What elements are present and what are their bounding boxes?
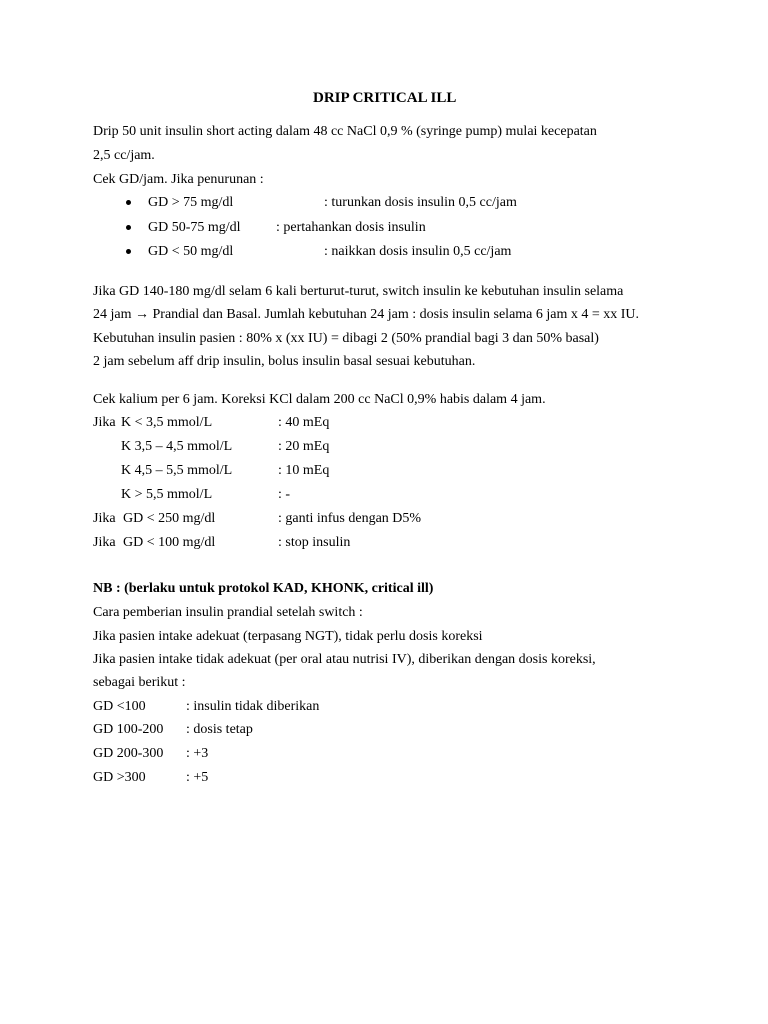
page-title: DRIP CRITICAL ILL bbox=[313, 90, 457, 106]
kalium-header: Cek kalium per 6 jam. Koreksi KCl dalam 200 cc NaCl 0,9% habis dalam 4 jam. bbox=[93, 392, 546, 407]
kalium-row-condition: K 4,5 – 5,5 mmol/L bbox=[121, 463, 233, 478]
nb-line-4: sebagai berikut : bbox=[93, 675, 186, 690]
switch-line-4: 2 jam sebelum aff drip insulin, bolus insulin basal sesuai kebutuhan. bbox=[93, 354, 476, 369]
correction-value: : dosis tetap bbox=[186, 722, 253, 737]
bullet-icon bbox=[126, 225, 131, 230]
switch-line-2: 24 jam → Prandial dan Basal. Jumlah kebutuhan 24 jam : dosis insulin selama 6 jam x 4 = xx IU. bbox=[93, 307, 640, 322]
correction-value: : +5 bbox=[186, 770, 209, 785]
kalium-row-prefix: Jika bbox=[93, 415, 116, 430]
kalium-row-condition: GD < 100 mg/dl bbox=[123, 535, 216, 550]
bullet-icon bbox=[126, 249, 131, 254]
bullet-condition: GD > 75 mg/dl bbox=[148, 195, 234, 210]
bullet-action: : pertahankan dosis insulin bbox=[276, 220, 426, 235]
nb-line-3: Jika pasien intake tidak adekuat (per oral atau nutrisi IV), diberikan dengan dosis koreksi, bbox=[93, 652, 596, 667]
intro-line-2: 2,5 cc/jam. bbox=[93, 148, 155, 163]
bullet-action: : naikkan dosis insulin 0,5 cc/jam bbox=[324, 244, 512, 259]
correction-gd: GD 100-200 bbox=[93, 722, 164, 737]
nb-header: NB : (berlaku untuk protokol KAD, KHONK, critical ill) bbox=[93, 581, 434, 596]
kalium-row-condition: K 3,5 – 4,5 mmol/L bbox=[121, 439, 233, 454]
correction-gd: GD >300 bbox=[93, 770, 146, 785]
kalium-row-prefix: Jika bbox=[93, 535, 116, 550]
kalium-row-value: : stop insulin bbox=[278, 535, 351, 550]
kalium-row-value: : 10 mEq bbox=[278, 463, 330, 478]
switch-line-1: Jika GD 140-180 mg/dl selam 6 kali berturut-turut, switch insulin ke kebutuhan insulin selama bbox=[93, 284, 624, 299]
bullet-icon bbox=[126, 200, 131, 205]
correction-gd: GD 200-300 bbox=[93, 746, 164, 761]
kalium-row-value: : - bbox=[278, 487, 291, 502]
kalium-row-value: : 40 mEq bbox=[278, 415, 330, 430]
kalium-row-value: : ganti infus dengan D5% bbox=[278, 511, 422, 526]
bullet-condition: GD < 50 mg/dl bbox=[148, 244, 234, 259]
kalium-row-condition: K > 5,5 mmol/L bbox=[121, 487, 213, 502]
kalium-row-value: : 20 mEq bbox=[278, 439, 330, 454]
bullet-condition: GD 50-75 mg/dl bbox=[148, 220, 241, 235]
nb-line-2: Jika pasien intake adekuat (terpasang NGT), tidak perlu dosis koreksi bbox=[93, 629, 483, 644]
kalium-row-prefix: Jika bbox=[93, 511, 116, 526]
switch-line-3: Kebutuhan insulin pasien : 80% x (xx IU) = dibagi 2 (50% prandial bagi 3 dan 50% basal) bbox=[93, 331, 599, 346]
kalium-row-condition: K < 3,5 mmol/L bbox=[121, 415, 213, 430]
correction-gd: GD <100 bbox=[93, 699, 146, 714]
intro-line-3: Cek GD/jam. Jika penurunan : bbox=[93, 172, 264, 187]
correction-value: : insulin tidak diberikan bbox=[186, 699, 320, 714]
nb-line-1: Cara pemberian insulin prandial setelah switch : bbox=[93, 605, 363, 620]
kalium-row-condition: GD < 250 mg/dl bbox=[123, 511, 216, 526]
correction-value: : +3 bbox=[186, 746, 209, 761]
intro-line-1: Drip 50 unit insulin short acting dalam 48 cc NaCl 0,9 % (syringe pump) mulai kecepatan bbox=[93, 124, 597, 139]
bullet-action: : turunkan dosis insulin 0,5 cc/jam bbox=[324, 195, 517, 210]
